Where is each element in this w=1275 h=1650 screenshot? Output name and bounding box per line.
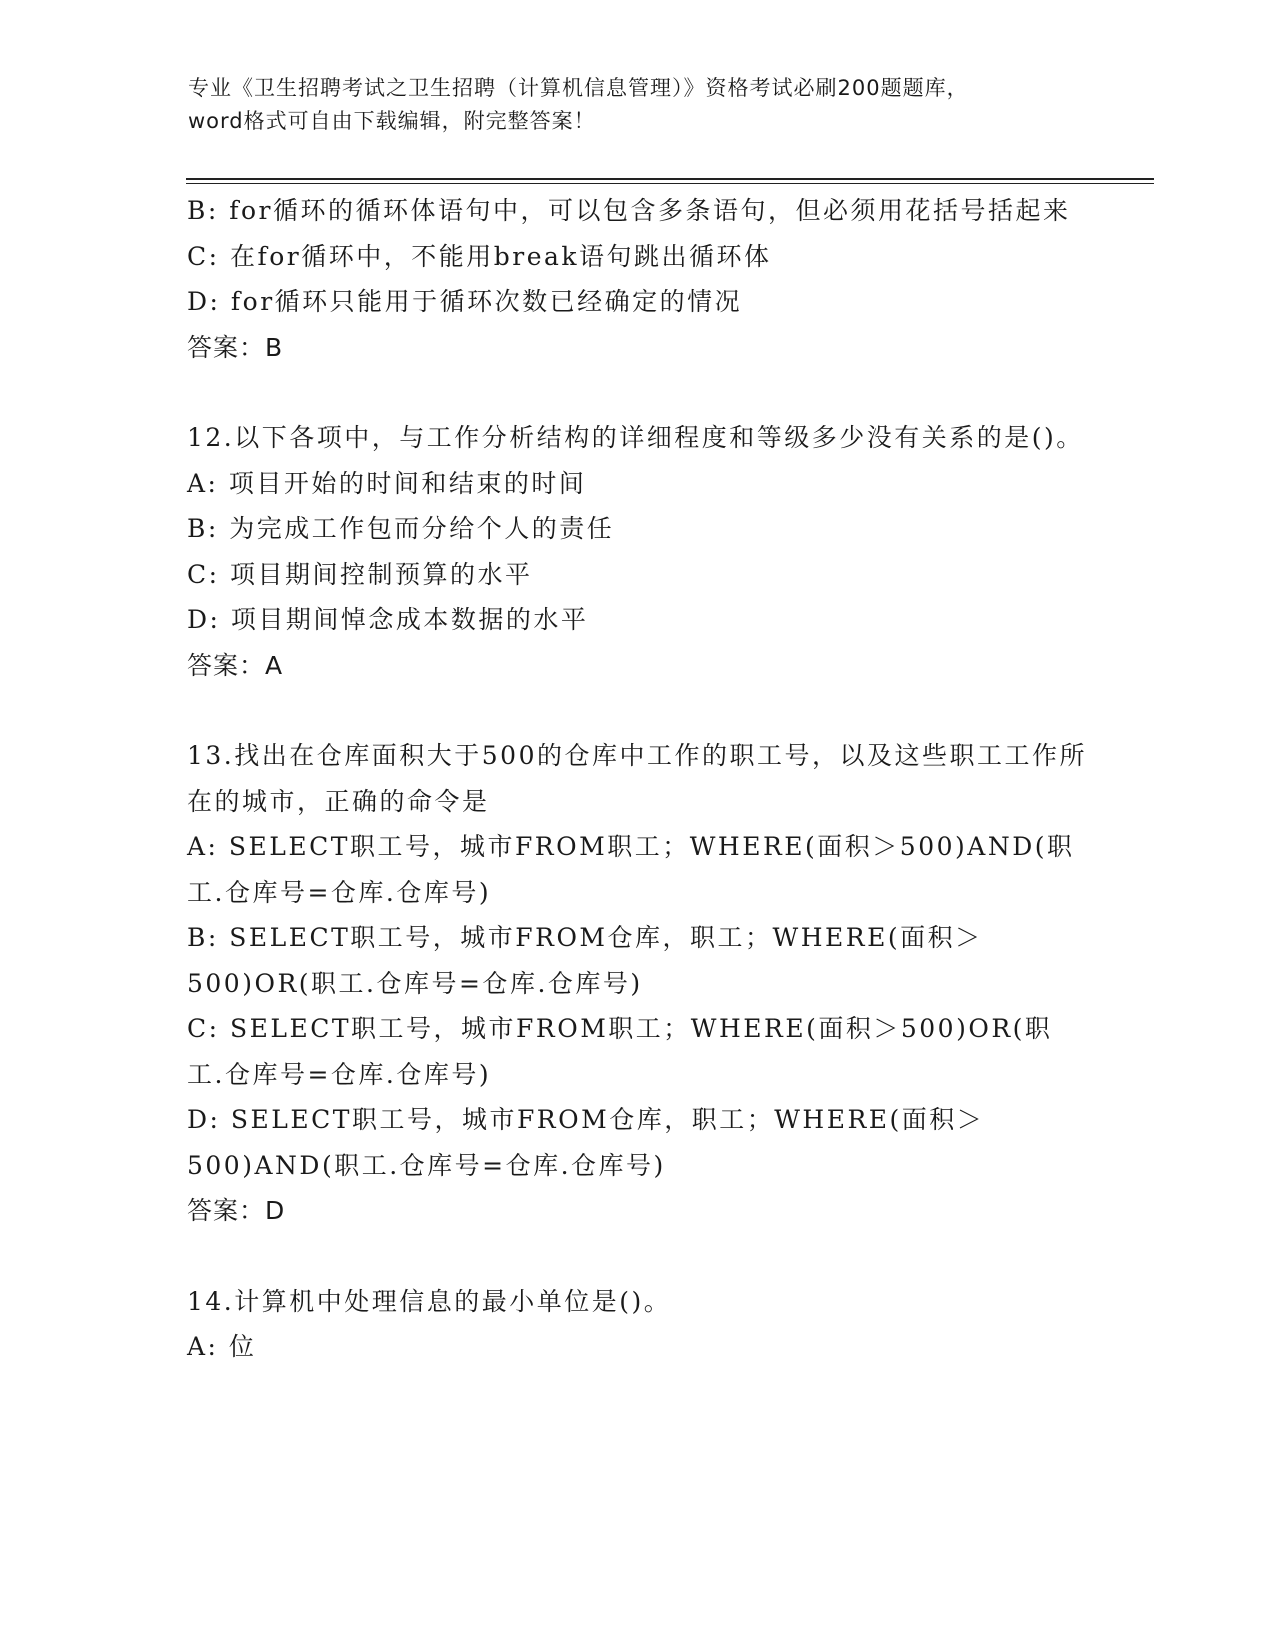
q13-option-d: D: SELECT职工号，城市FROM仓库，职工；WHERE(面积＞500)AND(职工.仓库号=仓库.仓库号) (187, 1105, 985, 1180)
header-line-1: 专业《卫生招聘考试之卫生招聘（计算机信息管理）》资格考试必刷200题题库， (188, 76, 969, 100)
q11-option-c: C: 在for循环中，不能用break语句跳出循环体 (187, 241, 772, 271)
q13-option-c: C: SELECT职工号，城市FROM职工；WHERE(面积＞500)OR(职工.仓库号=仓库.仓库号) (187, 1014, 1053, 1089)
q14-option-a: A: 位 (187, 1332, 257, 1361)
q13-option-a: A: SELECT职工号，城市FROM职工；WHERE(面积＞500)AND(职工.仓库号=仓库.仓库号) (187, 832, 1075, 907)
question-12-block (187, 415, 1087, 688)
document-body (187, 188, 1087, 1370)
q11-option-b: B: for循环的循环体语句中，可以包含多条语句，但必须用花括号括起来 (187, 196, 1071, 225)
q11-option-d: D: for循环只能用于循环次数已经确定的情况 (187, 287, 743, 316)
q12-option-d: D: 项目期间悼念成本数据的水平 (187, 605, 589, 634)
q12-option-b: B: 为完成工作包而分给个人的责任 (187, 514, 615, 543)
q13-option-b: B: SELECT职工号，城市FROM仓库，职工；WHERE(面积＞500)OR(职工.仓库号=仓库.仓库号) (187, 923, 983, 998)
question-14-block (187, 1279, 1087, 1370)
document-header (188, 72, 1088, 138)
header-line-2: word格式可自由下载编辑，附完整答案！ (188, 109, 596, 133)
q13-question: 13.找出在仓库面积大于500的仓库中工作的职工号，以及这些职工工作所在的城市，正确的命令是 (187, 741, 1087, 816)
header-divider-thin (186, 183, 1154, 184)
spacer (187, 370, 1087, 415)
spacer (187, 688, 1087, 733)
spacer (187, 1234, 1087, 1279)
q12-question: 12.以下各项中，与工作分析结构的详细程度和等级多少没有关系的是()。 (187, 423, 1084, 452)
q14-question: 14.计算机中处理信息的最小单位是()。 (187, 1286, 672, 1316)
q12-answer: 答案：A (187, 650, 284, 680)
header-divider-thick (186, 178, 1154, 180)
question-13-block (187, 733, 1087, 1234)
q12-option-c: C: 项目期间控制预算的水平 (187, 559, 533, 589)
question-11-block (187, 188, 1087, 370)
q11-answer: 答案：B (187, 332, 284, 362)
q12-option-a: A: 项目开始的时间和结束的时间 (187, 468, 587, 498)
q13-answer: 答案：D (187, 1196, 286, 1225)
